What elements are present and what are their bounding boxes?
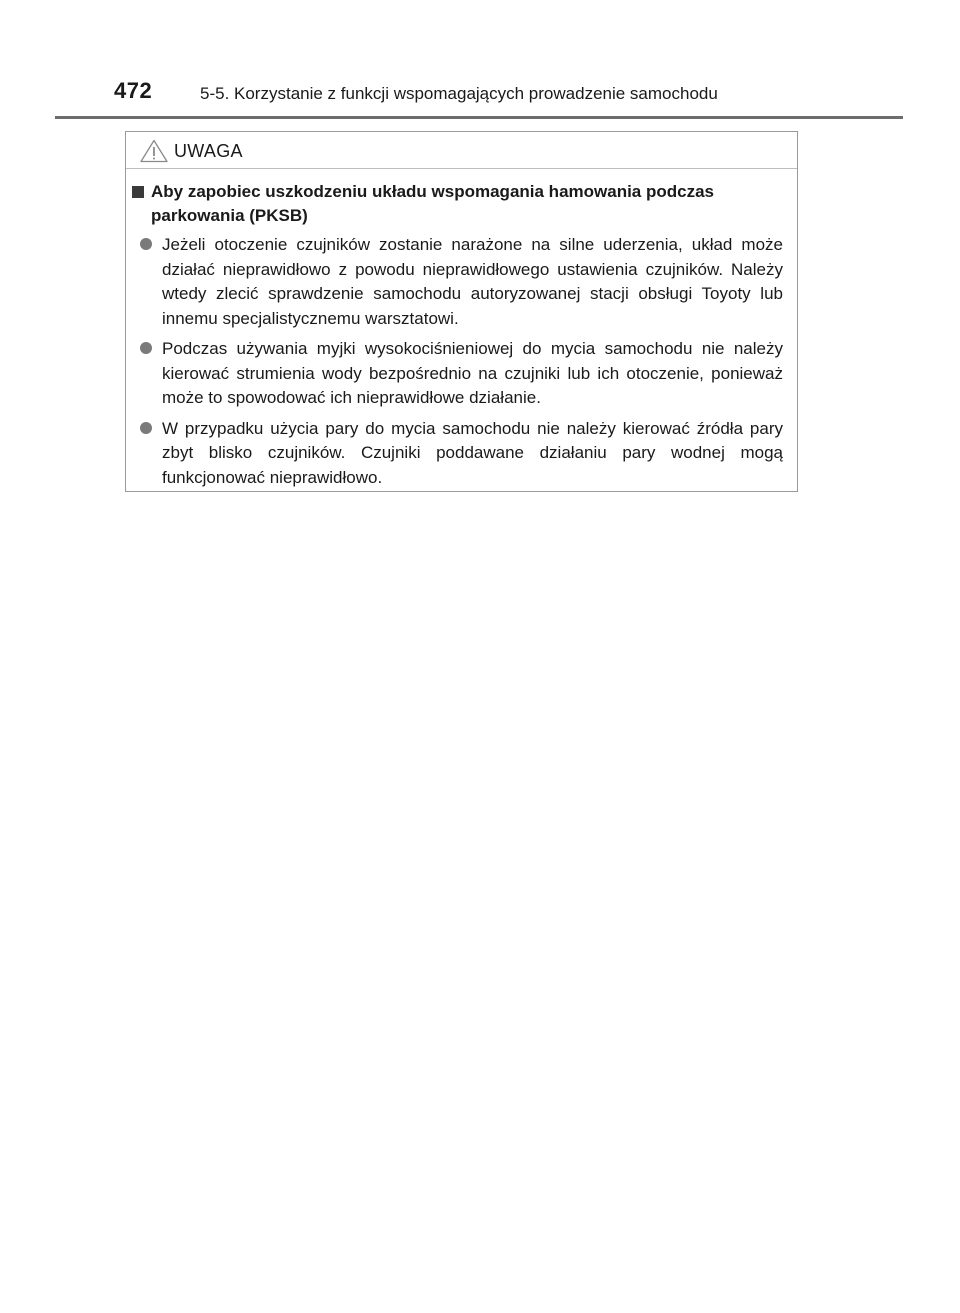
warning-triangle-icon: [140, 139, 168, 163]
list-item-text: Jeżeli otoczenie czujników zostanie narażone na silne uderzenia, układ może działać nieprawidłowo z powodu nieprawidłowego ustawienia czujników. Należy wtedy zlecić sprawdzenie samochodu autoryzowanej stacji obsługi Toyoty lub innemu specjalistycznemu warsztatowi.: [162, 235, 783, 328]
caution-heading: Aby zapobiec uszkodzeniu układu wspomagania hamowania podczas parkowania (PKSB): [151, 182, 715, 225]
caution-header: [126, 132, 797, 169]
round-bullet-icon: [140, 238, 152, 250]
list-item-text: Podczas używania myjki wysokociśnieniowej do mycia samochodu nie należy kierować strumienia wody bezpośrednio na czujniki lub ich otoczenie, ponieważ może to spowodować ich nieprawidłowe działanie.: [162, 339, 783, 407]
round-bullet-icon: [140, 342, 152, 354]
caution-box: [125, 131, 798, 492]
page-number: 472: [114, 78, 153, 103]
list-item-text: W przypadku użycia pary do mycia samochodu nie należy kierować źródła pary zbyt blisko czujników. Czujniki poddawane działaniu pary wodnej mogą funkcjonować nieprawidłowo.: [162, 418, 783, 487]
list-item: [126, 417, 797, 491]
section-title: 5-5. Korzystanie z funkcji wspomagających prowadzenie samochodu: [200, 84, 718, 103]
square-bullet-icon: [132, 186, 144, 198]
caution-list: [126, 233, 797, 496]
caution-heading-row: [126, 184, 797, 228]
page-header: [55, 76, 903, 119]
list-item: [126, 233, 797, 331]
caution-title: UWAGA: [174, 141, 243, 161]
round-bullet-icon: [140, 422, 152, 434]
list-item: [126, 337, 797, 411]
